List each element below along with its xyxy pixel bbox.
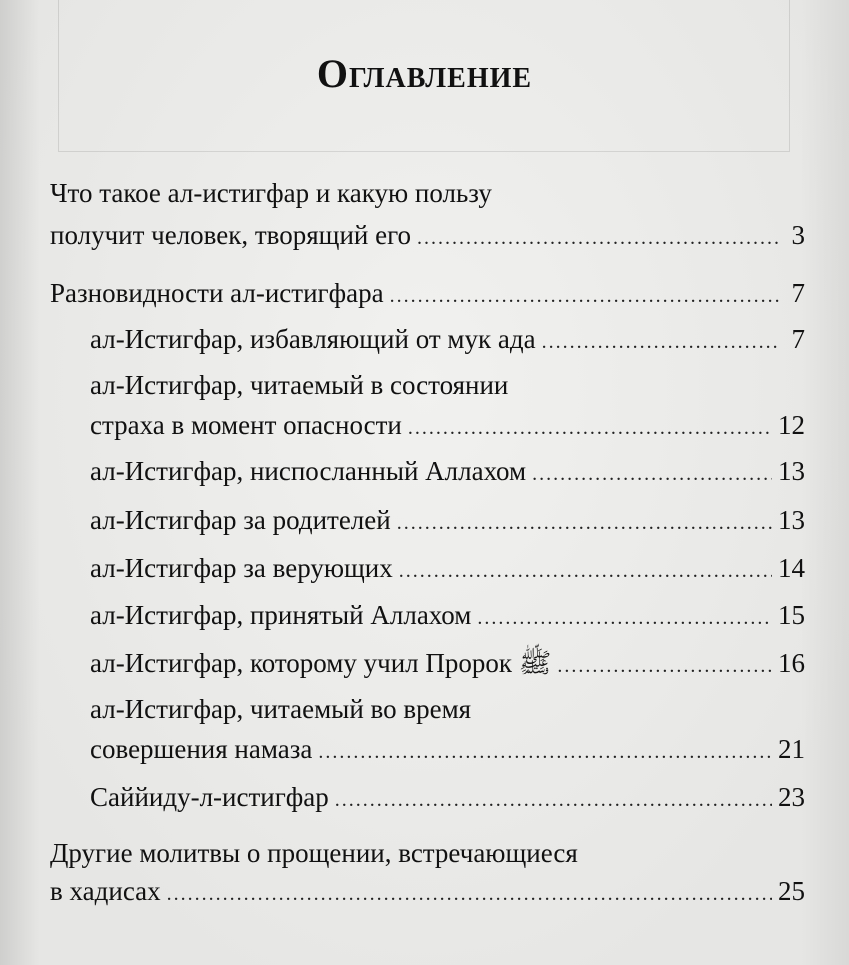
toc-entry-0-line-1: Что такое ал-истигфар и какую пользу [50,178,492,208]
dot-leader [417,221,779,255]
toc-page-number: 21 [778,734,805,764]
toc-page-number: 13 [778,505,805,535]
toc-entry-6-title: ал-Истигфар за верующих [90,553,393,583]
toc-entry-9-line-2: совершения намаза [90,734,313,764]
toc-entry-8-title: ал-Истигфар, которому учил Пророк ﷺ [90,648,552,678]
toc-entry-5-title: ал-Истигфар за родителей [90,505,391,535]
toc-entry-0-line-2: получит человек, творящий его [50,220,411,250]
toc-entry-2[interactable] [90,322,805,359]
dot-leader [167,877,772,911]
toc-page-number: 25 [778,876,805,906]
toc-entry-10-title: Саййиду-л-истигфар [90,782,329,812]
toc-entry-0[interactable] [50,218,805,255]
toc-entry-6[interactable] [90,551,805,588]
toc-entry-3-line-1: ал-Истигфар, читаемый в состоянии [90,370,509,400]
dot-leader [335,783,772,817]
toc-page-number: 14 [778,553,805,583]
toc-entry-7-title: ал-Истигфар, принятый Аллахом [90,600,472,630]
toc-page-number: 12 [778,410,805,440]
toc-entry-5[interactable] [90,503,805,540]
dot-leader [318,735,772,769]
toc-entry-11-line-2: в хадисах [50,876,161,906]
dot-leader [390,279,779,313]
toc-entry-9[interactable] [90,732,805,769]
toc-entry-2-title: ал-Истигфар, избавляющий от мук ада [90,324,536,354]
toc-entry-9-line-1: ал-Истигфар, читаемый во время [90,694,472,724]
toc-page-number: 15 [778,600,805,630]
toc-entry-1-title: Разновидности ал-истигфара [50,278,384,308]
toc-page-number: 7 [791,324,805,354]
dot-leader [557,649,772,683]
dot-leader [542,325,779,359]
dot-leader [399,554,772,588]
page-title: Оглавление [316,51,533,96]
toc-page-number: 13 [778,456,805,486]
dot-leader [397,506,772,540]
toc-entry-4[interactable] [90,454,805,491]
toc-page-number: 3 [791,220,805,250]
toc-entry-3[interactable] [90,408,805,445]
dot-leader [408,411,772,445]
toc-page-number: 16 [778,648,805,678]
toc-entry-8[interactable] [90,646,805,683]
toc-entry-3-line-2: страха в момент опасности [90,410,402,440]
toc-entry-1[interactable] [50,276,805,313]
toc-entry-7[interactable] [90,598,805,635]
toc-entry-11[interactable] [50,874,805,911]
toc-entry-10[interactable] [90,780,805,817]
toc-page-number: 7 [791,278,805,308]
toc-page-number: 23 [778,782,805,812]
dot-leader [477,601,772,635]
toc-entry-4-title: ал-Истигфар, ниспосланный Аллахом [90,456,527,486]
toc-entry-11-line-1: Другие молитвы о прощении, встречающиеся [50,838,578,868]
dot-leader [532,457,772,491]
